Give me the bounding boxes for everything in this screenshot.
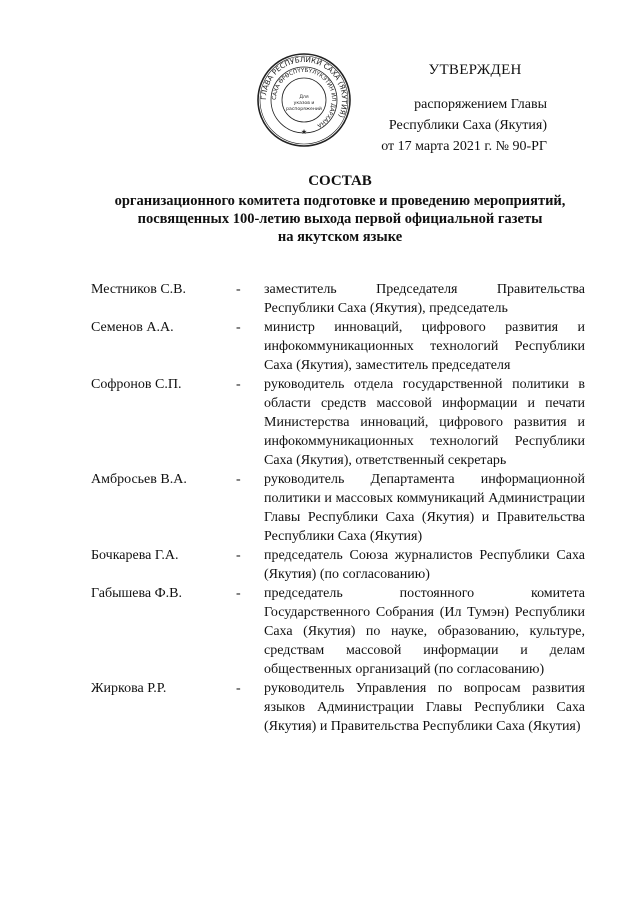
member-dash: - bbox=[236, 586, 241, 601]
member-row bbox=[91, 546, 585, 584]
members-list bbox=[91, 280, 585, 736]
member-role: руководитель Управления по вопросам развития языков Администрации Главы Республики Саха (Якутия) и Правительства Республики Саха (Якутия) bbox=[264, 681, 585, 734]
member-role: руководитель Департамента информационной политики и массовых коммуникаций Администрации Главы Республики Саха (Якутия) и Правительства Республики Саха (Якутия) bbox=[264, 472, 585, 544]
member-name: Жиркова Р.Р. bbox=[91, 681, 167, 696]
member-role: председатель Союза журналистов Республики Саха (Якутия) (по согласованию) bbox=[264, 548, 585, 582]
member-name: Местников С.В. bbox=[91, 282, 187, 297]
approval-line-2: Республики Саха (Якутия) bbox=[388, 118, 547, 133]
member-name: Софронов С.П. bbox=[91, 377, 182, 392]
svg-text:★: ★ bbox=[300, 128, 308, 136]
member-dash: - bbox=[236, 681, 241, 696]
member-role: министр инноваций, цифрового развития и инфокоммуникационных технологий Республики Саха (Якутия), заместитель председателя bbox=[264, 320, 585, 373]
member-row bbox=[91, 584, 585, 679]
member-name: Семенов А.А. bbox=[91, 320, 174, 335]
document-title bbox=[70, 172, 610, 246]
svg-text:Для: Для bbox=[299, 95, 309, 100]
member-role: заместитель Председателя Правительства Республики Саха (Якутия), председатель bbox=[264, 282, 585, 316]
member-row bbox=[91, 318, 585, 375]
title-sub-1: организационного комитета подготовке и проведению мероприятий, bbox=[114, 193, 566, 209]
member-dash: - bbox=[236, 320, 241, 335]
member-row bbox=[91, 280, 585, 318]
svg-text:ГЛАВА РЕСПУБЛИКИ САХА (ЯКУТИЯ): ГЛАВА РЕСПУБЛИКИ САХА (ЯКУТИЯ) bbox=[258, 54, 350, 120]
member-role: председатель постоянного комитета Государственного Собрания (Ил Тумэн) Республики Саха (Якутия) по науке, образованию, культуре, средствам массовой информации и делам общественных организаций (по согласованию) bbox=[264, 586, 585, 677]
svg-text:указов и: указов и bbox=[293, 101, 315, 106]
member-row bbox=[91, 375, 585, 470]
svg-text:САХА ӨРӨСПҮҮБҮЛҮКЭТИН ИЛ ДАРХА: САХА ӨРӨСПҮҮБҮЛҮКЭТИН ИЛ ДАРХАНА bbox=[271, 67, 337, 129]
member-dash: - bbox=[236, 377, 241, 392]
member-name: Бочкарева Г.А. bbox=[91, 548, 179, 563]
member-row bbox=[91, 679, 585, 736]
approval-heading: УТВЕРЖДЕН bbox=[428, 62, 522, 78]
member-dash: - bbox=[236, 548, 241, 563]
member-name: Амбросьев В.А. bbox=[91, 472, 187, 487]
member-row bbox=[91, 470, 585, 546]
member-dash: - bbox=[236, 472, 241, 487]
approval-block bbox=[381, 60, 547, 157]
title-sub-3: на якутском языке bbox=[277, 229, 403, 245]
member-dash: - bbox=[236, 282, 241, 297]
title-main: СОСТАВ bbox=[308, 173, 372, 189]
member-name: Габышева Ф.В. bbox=[91, 586, 183, 601]
official-seal bbox=[256, 52, 352, 148]
title-sub-2: посвященных 100-летию выхода первой официальной газеты bbox=[137, 211, 543, 227]
member-role: руководитель отдела государственной политики в области средств массовой информации и печати Министерства инноваций, цифрового развития и инфокоммуникационных технологий Республики Саха (Якутия), ответственный секретарь bbox=[264, 377, 585, 468]
svg-text:распоряжений: распоряжений bbox=[286, 107, 322, 112]
seal-graphic bbox=[256, 52, 352, 148]
approval-line-3: от 17 марта 2021 г. № 90-РГ bbox=[381, 139, 547, 154]
approval-line-1: распоряжением Главы bbox=[414, 97, 547, 112]
